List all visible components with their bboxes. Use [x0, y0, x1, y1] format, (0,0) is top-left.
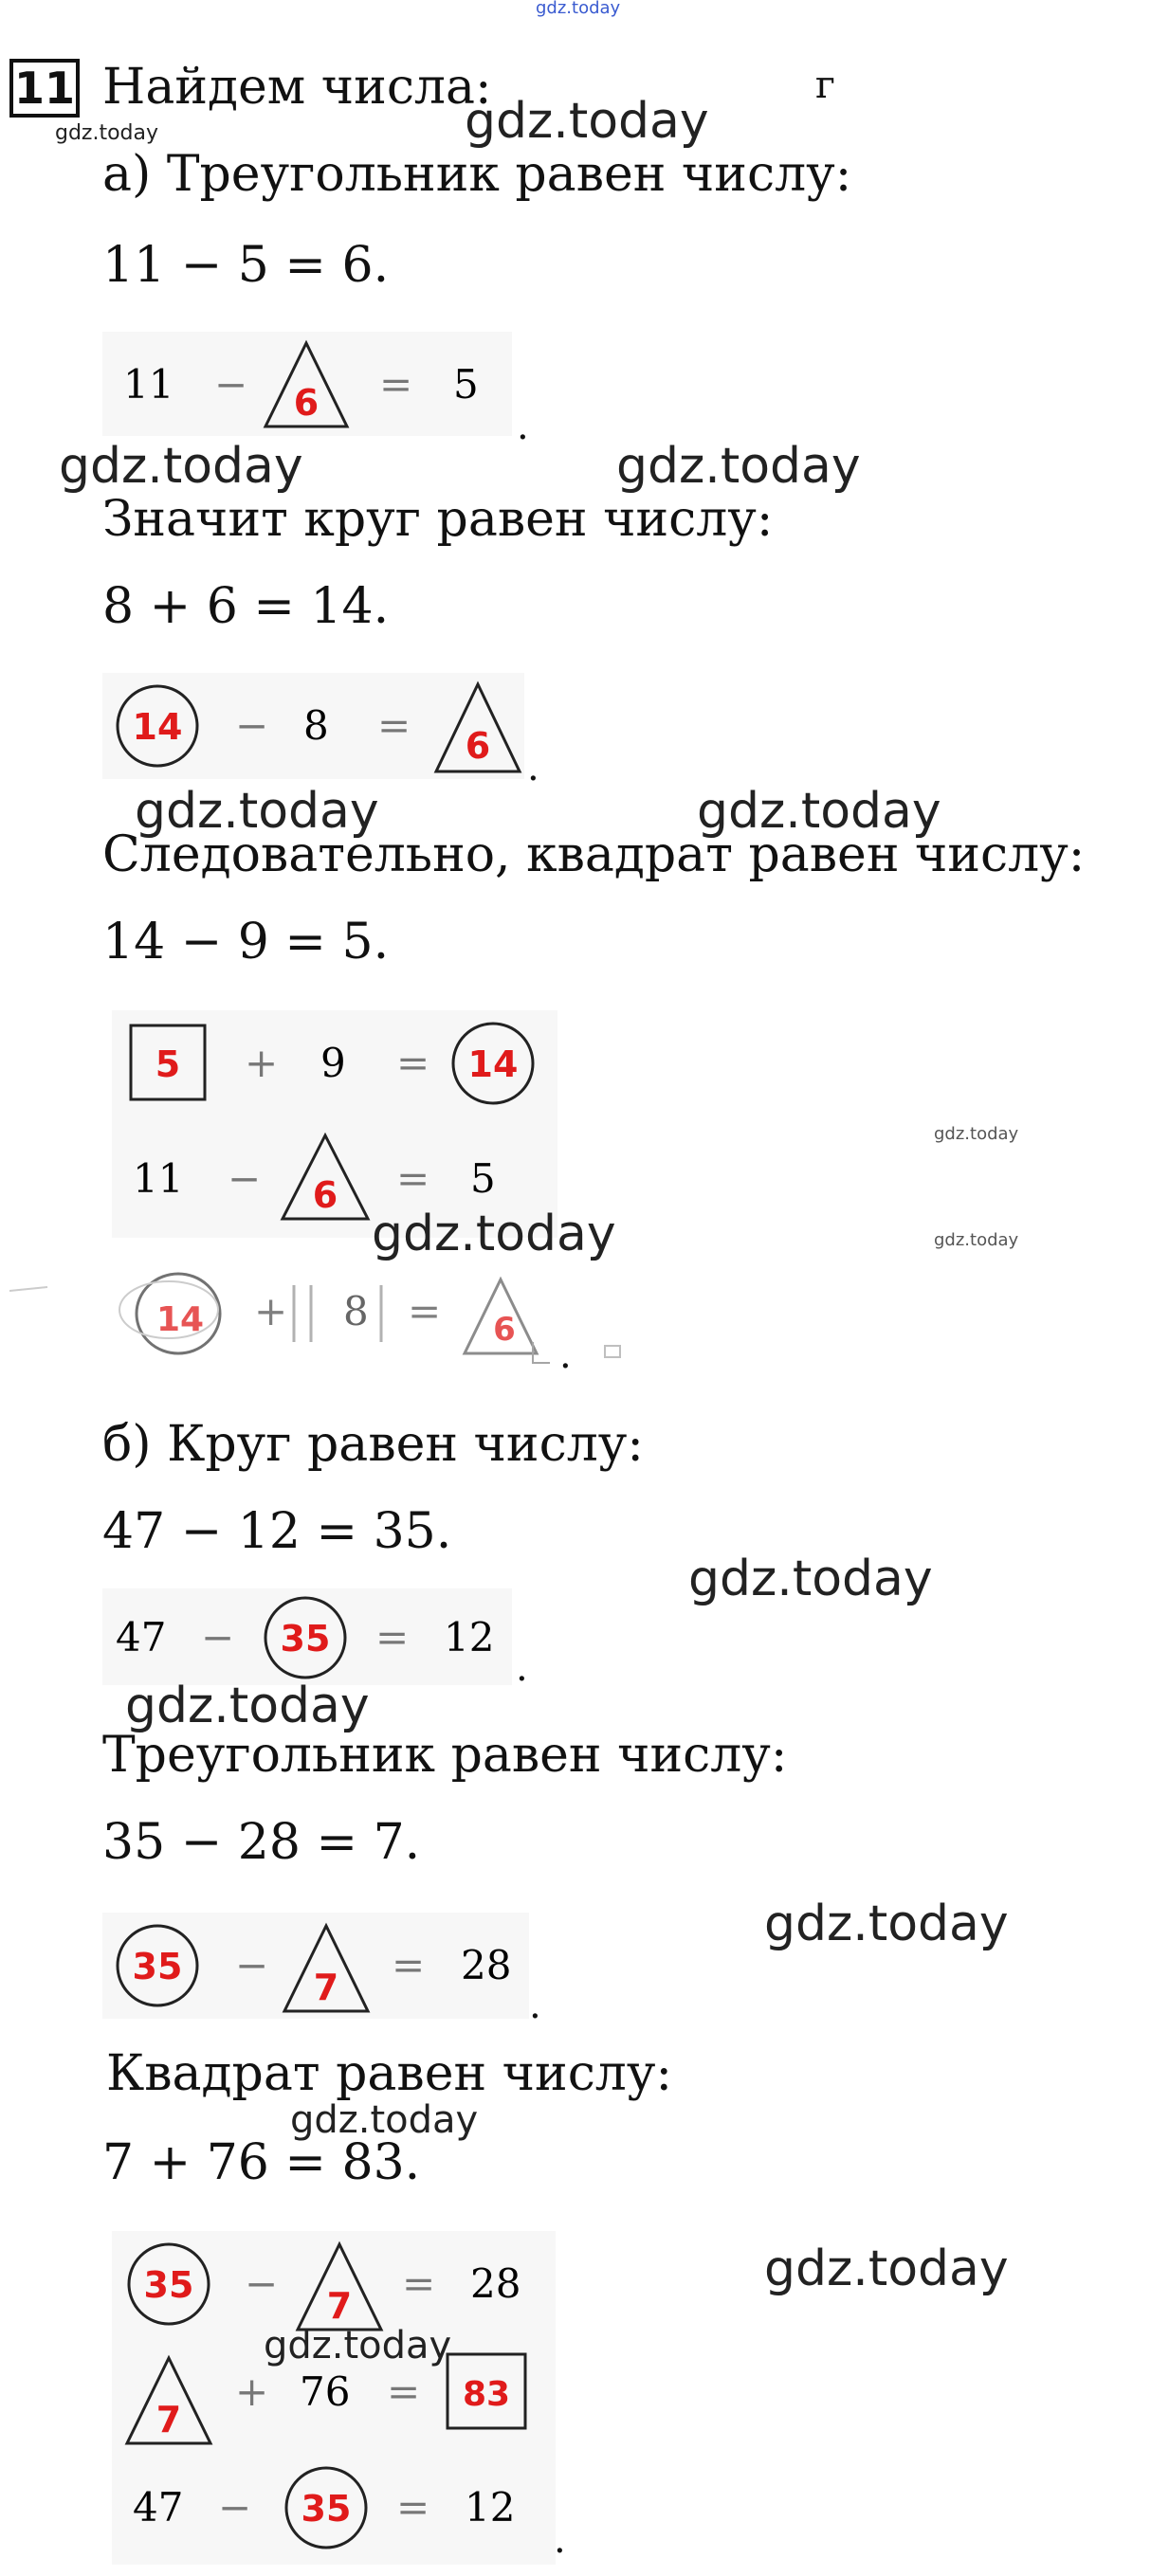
watermark: gdz.today [372, 1206, 616, 1262]
eq-operator: = [379, 361, 413, 408]
eq-term: 47 [116, 1614, 167, 1660]
circle-value: 35 [280, 1618, 331, 1660]
watermark: gdz.today [934, 1124, 1019, 1144]
eq-operator: − [235, 1942, 269, 1988]
eq-operator: − [218, 2484, 252, 2531]
watermark: gdz.today [465, 93, 709, 150]
eq-operator: + [254, 1288, 288, 1334]
triangle-value: 6 [493, 1311, 516, 1349]
eq-operator: + [245, 1040, 279, 1086]
period: . [517, 405, 529, 448]
eq-operator: − [214, 361, 248, 408]
eq-term: 76 [300, 2368, 351, 2415]
eq-term: 8 [303, 702, 329, 749]
eq-operator: = [396, 2484, 430, 2531]
watermark: gdz.today [264, 2324, 452, 2367]
triangle-value: 6 [465, 725, 491, 767]
part-a-calc1: 11 − 5 = 6. [102, 237, 390, 294]
triangle-value: 7 [313, 1967, 339, 2008]
eq-term: 5 [453, 361, 479, 408]
eq-term: 5 [470, 1155, 496, 1202]
eq-operator: = [375, 1614, 410, 1660]
part-a-line1: а) Треугольник равен числу: [102, 146, 852, 203]
eq-term: 47 [133, 2484, 184, 2531]
eq-operator: = [377, 702, 411, 749]
eq-term: 28 [470, 2260, 521, 2307]
square-value: 83 [462, 2375, 511, 2414]
circle-value: 35 [132, 1946, 183, 1987]
equation-a5-faded [9, 1251, 635, 1377]
part-a-line2: Значит круг равен числу: [102, 491, 774, 548]
triangle-value: 6 [312, 1174, 338, 1216]
part-a-calc2: 8 + 6 = 14. [102, 578, 390, 635]
task-heading: Найдем числа: [102, 59, 492, 116]
part-b-calc1: 47 − 12 = 35. [102, 1503, 452, 1560]
eq-operator: = [396, 1040, 430, 1086]
eq-term: 12 [444, 1614, 495, 1660]
triangle-value: 7 [155, 2399, 182, 2440]
part-b-line2: Треугольник равен числу: [102, 1727, 788, 1784]
part-b-line1: б) Круг равен числу: [102, 1416, 644, 1473]
eq-operator: = [396, 1155, 430, 1202]
task-number: 11 [9, 59, 80, 118]
eq-operator: = [408, 1288, 442, 1334]
watermark: gdz.today [55, 121, 159, 145]
equation-b2 [102, 1913, 529, 2019]
eq-term: 8 [343, 1288, 369, 1334]
equation-a2 [102, 673, 524, 779]
triangle-value: 6 [293, 382, 320, 424]
period: . [529, 1984, 541, 2027]
eq-operator: = [402, 2260, 436, 2307]
equation-group-b [112, 2231, 556, 2565]
circle-value: 35 [301, 2488, 352, 2530]
eq-operator: − [228, 1155, 262, 1202]
eq-term: 9 [320, 1040, 346, 1086]
equation-a1 [102, 332, 512, 436]
period: . [527, 746, 539, 789]
watermark: gdz.today [616, 438, 861, 495]
part-b-calc2: 35 − 28 = 7. [102, 1814, 421, 1871]
eq-term: 28 [461, 1942, 512, 1988]
equation-group-a [112, 1010, 557, 1238]
circle-value: 14 [467, 1043, 519, 1085]
watermark: gdz.today [59, 438, 303, 495]
part-b-line3: Квадрат равен числу: [106, 2045, 672, 2102]
watermark: gdz.today [697, 783, 941, 840]
eq-term: 11 [133, 1155, 184, 1202]
eq-operator: − [245, 2260, 279, 2307]
eq-operator: = [387, 2368, 421, 2415]
equation-b1 [102, 1588, 512, 1685]
part-a-line3: Следовательно, квадрат равен числу: [102, 826, 1086, 883]
watermark: gdz.today [135, 783, 379, 840]
square-value: 5 [155, 1043, 181, 1085]
watermark: gdz.today [125, 1678, 370, 1734]
eq-operator: + [235, 2368, 269, 2415]
watermark: gdz.today [764, 2240, 1009, 2297]
watermark: gdz.today [290, 2098, 479, 2142]
part-a-calc3: 14 − 9 = 5. [102, 914, 390, 971]
watermark: gdz.today [764, 1896, 1009, 1952]
eq-term: 12 [465, 2484, 516, 2531]
watermark-top: gdz.today [536, 0, 621, 18]
period: . [554, 2518, 566, 2562]
eq-operator: − [235, 702, 269, 749]
part-b-calc3: 7 + 76 = 83. [102, 2134, 421, 2191]
triangle-value: 7 [326, 2285, 353, 2327]
circle-value: 35 [143, 2264, 194, 2306]
eq-term: 11 [123, 361, 174, 408]
stray-char: г [815, 63, 835, 107]
period: . [516, 1646, 528, 1690]
circle-value: 14 [132, 706, 183, 748]
eq-operator: − [201, 1614, 235, 1660]
circle-value: 14 [155, 1300, 205, 1339]
watermark: gdz.today [688, 1551, 933, 1607]
watermark: gdz.today [934, 1230, 1019, 1250]
period: . [559, 1333, 572, 1377]
eq-operator: = [392, 1942, 426, 1988]
